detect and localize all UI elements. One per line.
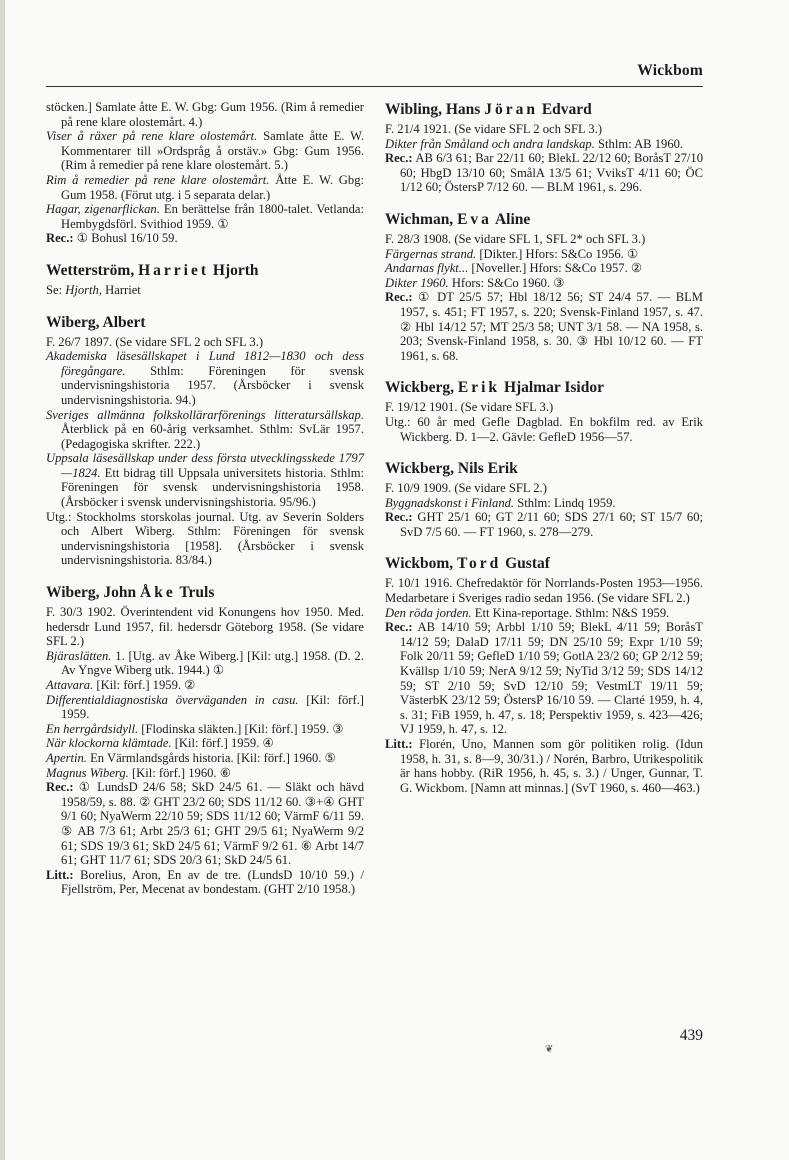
line-text: Utg.: 60 år med Gefle Dagblad. En bokfilm red. av Erik Wickberg. D. 1—2. Gävle: GefleD 1956—57. [385,414,703,444]
bio-line [385,576,703,605]
author-given-name: Erik [457,379,501,397]
section-label: Rec.: [385,290,413,305]
work-title: Byggnadskonst i Finland. [385,495,515,510]
work-title: När klockorna klämtade. [46,736,172,751]
work-line [46,649,364,678]
work-line [46,722,364,737]
line-text: F. 28/3 1908. (Se vidare SFL 1, SFL 2* och SFL 3.) [385,231,646,246]
literature-line [385,737,703,795]
work-title: Hagar, zigenarflickan. [46,202,160,217]
author-given-name: Eva [457,210,492,228]
line-text: [Dikter.] Hfors: S&Co 1956. ① [476,246,639,261]
line-text: Florén, Uno, Mannen som gör politiken rolig. (Idun 1958, h. 31, s. 8—9, 30/31.) / Norén, Barbro, Utrikespolitik är hans hobby. (RiR 1956, h. 45, s. 3.) / Unger, Gunnar, T. G. Wickbom. [Namn att minnas.] (SvT 1960, s. 460—463.) [400,737,703,795]
author-heading [385,554,703,573]
work-title: Viser å räxer på rene klare olostemårt. [46,129,258,144]
line-text: [Kil: förf.] 1960. ⑥ [128,765,232,780]
line-text: Borelius, Aron, En av de tre. (LundsD 10/10 59.) / Fjellström, Per, Mecenat av bondestam. (GHT 2/10 1958.) [61,867,364,897]
line-text: En Värmlandsgårds historia. [Kil: förf.] 1960. ⑤ [86,750,336,765]
line-text: F. 10/9 1909. (Se vidare SFL 2.) [385,481,547,496]
work-title: Andarnas flykt... [385,261,469,276]
author-entry [46,261,364,298]
author-entry [385,100,703,195]
author-other-names: Hjorth [212,261,259,279]
work-title: Sveriges allmänna folkskollärarförenings litteratursällskap. [46,407,364,422]
line-text: AB 14/10 59; Arbbl 1/10 59; BlekL 4/11 59; BoråsT 14/12 59; DalaD 17/11 59; DN 25/10 59; Expr 1/10 59; Folk 20/11 59; GefleD 1/10 59; GotlA 23/2 60; GP 2/12 59; Kvällsp 1/10 59; NerA 9/12 59; NyTid 3/12 59; SDS 14/12 59; ST 2/10 59; SvD 12/10 59; VestmLT 19/11 59; VästerbK 23/12 59; ÖstersP 16/10 59. — Clarté 1959, h. 4, s. 31; FiB 1959, h. 47, s. 18; Perspektiv 1959, s. 423—426; VJ 1959, h. 47, s. 12. [400,620,703,737]
author-heading [46,583,364,602]
line-text: Harriet [102,282,141,297]
author-heading [385,378,703,397]
section-label: Rec.: [46,231,74,246]
work-line [46,736,364,751]
author-other-names: Gustaf [505,555,550,573]
work-title: Uppsala läsesällskap under dess första utvecklingsskede 1797—1824. [46,451,364,480]
continued-entry [46,100,364,246]
work-title: Dikter 1960. [385,275,449,290]
line-text: Ett Kina-reportage. Sthlm: N&S 1959. [471,605,670,620]
reviews-line [385,510,703,539]
work-line [385,261,703,276]
work-title: Rim å remedier på rene klare olostemårt. [46,172,270,187]
author-surname: Wiberg, Albert [46,313,146,331]
line-text: En berättelse från 1800-talet. Vetlanda: Hembygdsförl. Svithiod 1959. ① [61,202,364,231]
author-entry [46,313,364,569]
literature-line [46,868,364,897]
line-text: Åtte E. W. Gbg: Gum 1958. (Förut utg. i 5 separata delar.) [61,172,364,202]
author-other-names: Truls [179,584,215,602]
work-title: Attavara. [46,678,94,692]
author-entry [46,583,364,897]
line-text: [Kil: förf.] 1959. ④ [171,736,274,751]
header-rule [46,86,703,87]
author-entry [385,378,703,444]
section-label: Rec.: [385,151,413,166]
running-head: Wickbom [637,62,703,79]
line-text: [Noveller.] Hfors: S&Co 1957. ② [468,261,643,276]
author-heading [385,459,703,478]
author-surname: Wibling, Hans [385,101,481,118]
work-title: Dikter från Småland och andra landskap. [385,136,595,151]
author-surname: Wichman, [385,210,454,228]
author-other-names: Aline [494,210,531,228]
work-title: Hjorth, [65,282,102,297]
reviews-line [46,780,364,868]
bio-line [46,605,364,649]
bio-line [46,100,364,129]
line-text: Hfors: S&Co 1960. ③ [448,275,565,290]
line-text: Sthlm: Lindq 1959. [514,495,616,510]
bio-line [385,232,703,247]
work-line [46,451,364,509]
work-title: Akademiska läsesällskapet i Lund 1812—1830 och dess föregångare. [46,349,364,378]
line-text: F. 21/4 1921. (Se vidare SFL 2 och SFL 3.) [385,122,603,136]
line-text: ① Bohusl 16/10 59. [73,231,178,246]
line-text: Ett bidrag till Uppsala universitets historia. Sthlm: Föreningen för svensk undervisningshistoria 1958. (Årsböcker i svensk undervisningshistoria. 95/96.) [61,465,364,510]
line-text: [Flodinska släkten.] [Kil: förf.] 1959. ③ [138,721,344,736]
work-line [385,247,703,262]
author-heading [46,313,364,332]
section-label: Litt.: [385,737,413,751]
work-line [46,129,364,173]
right-column [385,100,703,810]
reviews-line [385,151,703,195]
work-title: Bjäraslätten. [46,648,112,663]
bio-line [46,510,364,568]
line-text: Samlate åtte E. W. Kommentarer till »Ordspråg å orstäv.» Gbg: Gum 1956. (Rim å remedier på rene klare olostemårt. 5.) [61,129,364,173]
section-label: Rec.: [385,620,413,635]
author-given-name: Harriet [138,261,210,279]
bio-line [385,415,703,444]
work-line [385,496,703,511]
work-line [46,751,364,766]
author-heading [46,261,364,280]
section-label: Litt.: [46,867,74,882]
author-entry [385,459,703,539]
work-line [46,693,364,722]
line-text: GHT 25/1 60; GT 2/11 60; SDS 27/1 60; ST 15/7 60; SvD 7/5 60. — FT 1960, s. 278—279. [400,510,703,539]
work-line [46,202,364,231]
work-title: Apertin. [46,750,87,765]
work-line [46,173,364,202]
author-heading [385,100,703,119]
work-line [46,766,364,781]
author-given-name: Åke [140,584,176,602]
author-entry [385,554,703,795]
work-title: Magnus Wiberg. [46,765,129,780]
line-text: Sthlm: Föreningen för svensk undervisningshistoria 1957. (Årsböcker i svensk undervisningshistoria. 94.) [61,363,364,407]
line-text: ① LundsD 24/6 58; SkD 24/5 61. — Släkt och hävd 1958/59, s. 88. ② GHT 23/2 60; SDS 11/12 60. ③+④ GHT 9/1 60; NyaWerm 22/10 59; SDS 11/12 60; VärmF 6/11 59. ⑤ AB 7/3 61; Arbt 25/3 61; GHT 29/5 61; NyaWerm 9/2 61; SDS 19/3 61; SkD 24/5 61; VärmF 9/2 61. ⑥ Arbt 14/7 61; GHT 11/7 61; SDS 20/3 61; SkD 24/5 61. [61,780,364,868]
ornament-mark: ❦ [545,1044,554,1055]
line-text: stöcken.] Samlate åtte E. W. Gbg: Gum 1956. (Rim å remedier på rene klare olostemårt. 4.) [46,100,364,129]
work-title: En herrgårdsidyll. [46,721,139,736]
line-text: 1. [Utg. av Åke Wiberg.] [Kil: utg.] 1958. (D. 2. Av Yngve Wiberg utk. 1944.) ① [61,648,364,678]
work-title: Färgernas strand. [385,246,477,261]
author-other-names: Hjalmar Isidor [503,379,604,397]
bio-line [385,481,703,496]
line-text: F. 26/7 1897. (Se vidare SFL 2 och SFL 3.) [46,334,264,349]
work-line [46,678,364,693]
author-surname: Wickbom, [385,555,454,573]
bio-line [385,400,703,415]
work-line [385,606,703,621]
author-entry [385,210,703,363]
author-other-names: Edvard [541,101,592,118]
bio-line [46,335,364,350]
line-text: [Kil: förf.] 1959. ② [93,678,196,692]
work-title: Differentialdiagnostiska överväganden in casu. [46,692,299,707]
line-text: Utg.: Stockholms storskolas journal. Utg. av Severin Solders och Albert Wiberg. Sthlm: Föreningen för svensk undervisningshistoria [1958]. (Årsböcker i svensk undervisningshistoria. 83/84.) [46,509,364,568]
line-text: Sthlm: AB 1960. [594,136,684,151]
work-line [385,276,703,291]
line-text: Se: [46,282,66,297]
author-surname: Wickberg, [385,379,455,397]
page-number: 439 [679,1027,703,1044]
page-edge [0,0,5,1160]
work-line [46,349,364,407]
line-text: [Kil: förf.] 1959. [61,692,364,722]
section-label: Rec.: [46,780,74,795]
author-given-name: Tord [457,555,502,573]
work-line [46,283,364,298]
author-surname: Wickberg, Nils Erik [385,460,518,478]
section-label: Rec.: [385,510,413,525]
line-text: Återblick på en 60-årig verksamhet. Sthlm: SvLär 1957. (Pedagogiska skrifter. 222.) [61,422,364,451]
line-text: ① DT 25/5 57; Hbl 18/12 56; ST 24/4 57. — BLM 1957, s. 451; FT 1957, s. 220; Svensk-Finland 1957, s. 47. ② Hbl 14/12 57; MT 25/3 58; UNT 3/1 58. — NA 1958, s. 203; Svensk-Finland 1958, s. 30. ③ Hbl 10/12 60. — FT 1961, s. 68. [400,290,703,363]
line-text: AB 6/3 61; Bar 22/11 60; BlekL 22/12 60; BoråsT 27/10 60; HbgD 13/10 60; SmålA 13/5 61; VviksT 4/11 60; ÖC 1/12 60; ÖstersP 7/12 60. — BLM 1961, s. 296. [400,151,703,195]
work-title: Den röda jorden. [385,605,472,620]
work-line [46,408,364,452]
reviews-line [385,620,703,737]
author-surname: Wiberg, John [46,584,137,602]
author-heading [385,210,703,229]
line-text: F. 10/1 1916. Chefredaktör för Norrlands-Posten 1953—1956. Medarbetare i Sveriges radio sedan 1956. (Se vidare SFL 2.) [385,576,703,606]
author-surname: Wetterström, [46,261,135,279]
bio-line [385,122,703,137]
line-text: F. 30/3 1902. Överintendent vid Konungens hov 1950. Med. hedersdr Lund 1957, fil. hedersdr Göteborg 1958. (Se vidare SFL 2.) [46,605,364,649]
left-column [46,100,364,912]
reviews-line [385,290,703,363]
work-line [385,137,703,152]
author-given-name: Jöran [484,101,538,118]
reviews-line [46,231,364,246]
line-text: F. 19/12 1901. (Se vidare SFL 3.) [385,400,554,415]
